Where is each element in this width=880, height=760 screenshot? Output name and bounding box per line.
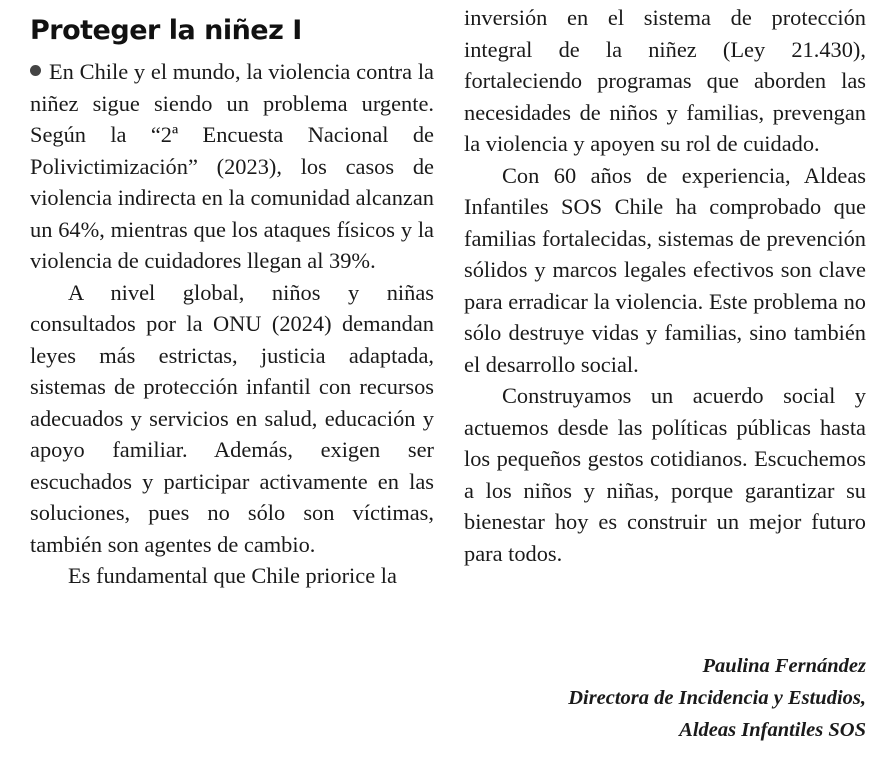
paragraph-experience: Con 60 años de experiencia, Aldeas Infantiles SOS Chile ha comprobado que familias fortalecidas, sistemas de prevención sólidos y marcos legales efectivos son clave para erradicar la violencia. Este problema no sólo destruye vidas y familias, sino también el desarrollo social. xyxy=(464,162,866,377)
right-column xyxy=(464,0,866,741)
left-column xyxy=(30,0,434,592)
signature-role: Directora de Incidencia y Estudios, xyxy=(568,687,866,709)
article-title: Proteger la niñez I xyxy=(30,15,302,46)
signature-organization: Aldeas Infantiles SOS xyxy=(679,719,866,741)
paragraph-intro-text: En Chile y el mundo, la violencia contra la niñez sigue siendo un problema urgente. Según la “2ª Encuesta Nacional de Polivictimización” (2023), los casos de violencia indirecta en la comunidad alcanzan un 64%, mientras que los ataques físicos y la violencia de cuidadores llegan al 39%. xyxy=(30,59,434,273)
paragraph-call-to-action: Construyamos un acuerdo social y actuemos desde las políticas públicas hasta los pequeños gestos cotidianos. Escuchemos a los niños y niñas, porque garantizar su bienestar hoy es construir un mejor futuro para todos. xyxy=(464,383,866,566)
paragraph-priority-continued: inversión en el sistema de protección integral de la niñez (Ley 21.430), fortaleciendo programas que aborden las necesidades de niños y familias, prevengan la violencia y apoyen su rol de cuidado. xyxy=(464,5,866,156)
paragraph-priority-start: Es fundamental que Chile priorice la xyxy=(68,563,397,588)
bullet-icon xyxy=(30,65,41,76)
paragraph-global: A nivel global, niños y niñas consultados por la ONU (2024) demandan leyes más estrictas, justicia adaptada, sistemas de protección infantil con recursos adecuados y servicios en salud, educación y apoyo familiar. Además, exigen ser escuchados y participar activamente en las soluciones, pues no sólo son víctimas, también son agentes de cambio. xyxy=(30,279,434,557)
signature-block xyxy=(464,650,866,746)
paragraph-intro xyxy=(30,56,434,277)
signature-name: Paulina Fernández xyxy=(702,655,866,677)
